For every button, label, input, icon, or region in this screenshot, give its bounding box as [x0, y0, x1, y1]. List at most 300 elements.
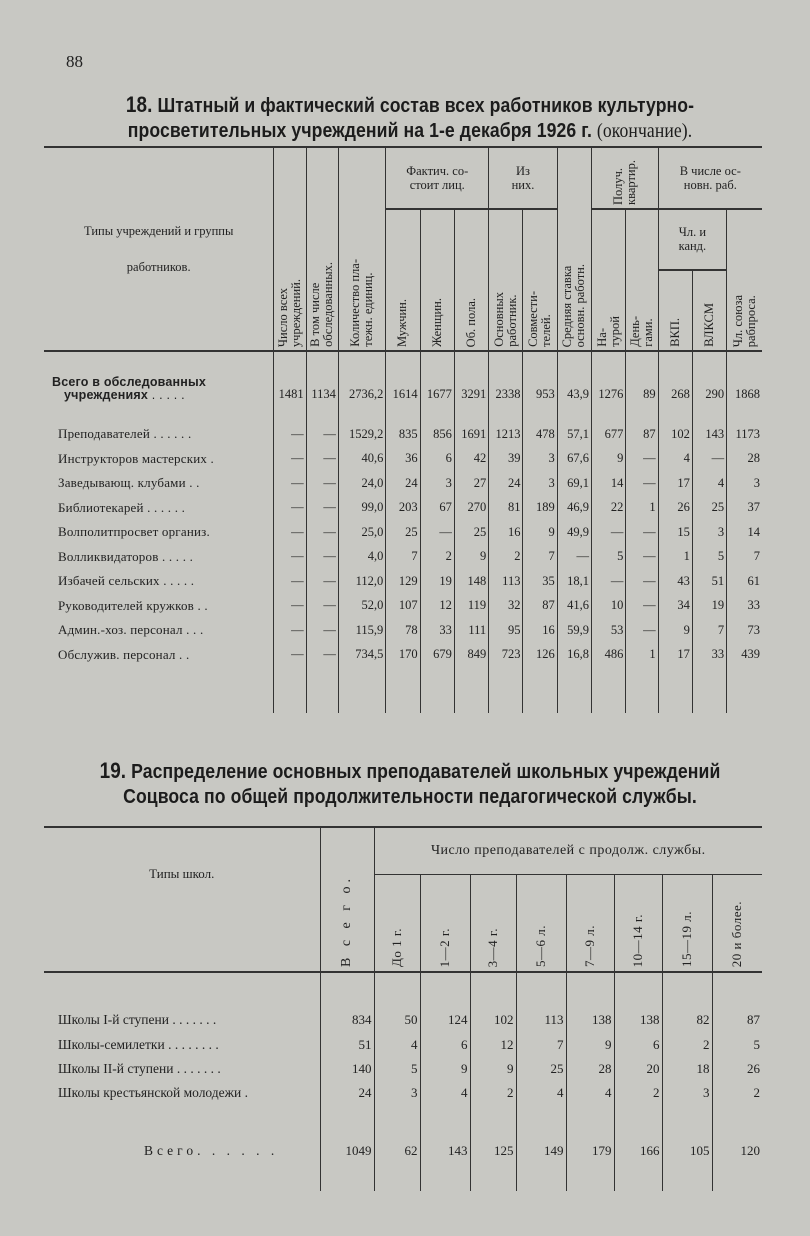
table-cell: —	[274, 471, 306, 496]
table-cell: 51	[320, 1033, 374, 1057]
header-bin	[516, 875, 566, 973]
total-cell: 1614	[386, 351, 420, 406]
total-cell: 2736,2	[338, 351, 385, 406]
row-label: Школы II-й ступени . . . . . . .	[58, 1061, 221, 1076]
header-bin	[614, 875, 662, 973]
row-label: Школы крестьянской молодежи .	[58, 1085, 248, 1100]
table-cell: 87	[626, 422, 658, 447]
table-cell: 2	[470, 1081, 516, 1105]
table-cell: 67	[420, 496, 454, 521]
table-cell: 69,1	[557, 471, 591, 496]
table-cell: 41,6	[557, 594, 591, 619]
total-cell: 3291	[454, 351, 488, 406]
table-cell: 5	[592, 545, 626, 570]
table-cell: 9	[454, 545, 488, 570]
table-cell: 102	[470, 1007, 516, 1033]
table19-spacer	[44, 972, 762, 1007]
table-cell: 78	[386, 618, 420, 643]
table-cell: —	[626, 545, 658, 570]
table-cell: 270	[454, 496, 488, 521]
table-cell: 67,6	[557, 447, 591, 472]
table-row	[44, 545, 762, 570]
table-cell: 140	[320, 1057, 374, 1081]
table-cell: 113	[516, 1007, 566, 1033]
table-cell: 2	[420, 545, 454, 570]
table-cell: 7	[692, 618, 726, 643]
table-cell: 5	[712, 1033, 762, 1057]
table-cell: 32	[489, 594, 523, 619]
header-in-kind-text: На- турой	[594, 316, 622, 347]
header-main-workers-text: Основных работник.	[491, 292, 519, 347]
table-cell: 12	[420, 594, 454, 619]
table-cell: 33	[692, 643, 726, 668]
header-members: Чл. и канд.	[658, 209, 727, 270]
table-cell: 170	[386, 643, 420, 668]
table-cell: —	[274, 447, 306, 472]
header-school-types	[44, 827, 320, 972]
table-cell: 59,9	[557, 618, 591, 643]
table-cell: 3	[692, 520, 726, 545]
header-part-time-text: Совмести- телей.	[526, 291, 554, 347]
table-cell: 189	[523, 496, 557, 521]
table-cell: 9	[566, 1033, 614, 1057]
table-cell: 87	[523, 594, 557, 619]
table-cell: 43	[658, 569, 692, 594]
header-bin-text: 1—2 г.	[437, 927, 452, 967]
table-cell: 3	[374, 1081, 420, 1105]
total-cell: 1134	[306, 351, 338, 406]
table-cell: 17	[658, 471, 692, 496]
table-row	[44, 594, 762, 619]
table-row	[44, 618, 762, 643]
table-cell: 4	[516, 1081, 566, 1105]
table-cell: 53	[592, 618, 626, 643]
table-cell: 57,1	[557, 422, 591, 447]
table-cell: 112,0	[338, 569, 385, 594]
table-cell: 24	[386, 471, 420, 496]
header-avg-rate	[557, 147, 591, 351]
table-cell: —	[306, 496, 338, 521]
table-row	[44, 643, 762, 668]
table-cell: —	[420, 520, 454, 545]
table-cell: 4,0	[338, 545, 385, 570]
total-cell: 62	[374, 1139, 420, 1163]
header-bin-text: 7—9 л.	[582, 925, 597, 967]
header-staff-units	[338, 147, 385, 351]
table-row	[44, 471, 762, 496]
header-bin-text: 15—19 л.	[679, 911, 694, 967]
table-cell: —	[626, 618, 658, 643]
table19-total-row	[44, 1139, 762, 1163]
table-cell: 3	[662, 1081, 712, 1105]
row-label: Руководителей кружков . .	[58, 597, 208, 613]
table-cell: 40,6	[338, 447, 385, 472]
table-cell: 18,1	[557, 569, 591, 594]
header-num-all	[274, 147, 306, 351]
table-cell: 10	[592, 594, 626, 619]
teachers-table	[44, 826, 762, 1191]
table-cell: 22	[592, 496, 626, 521]
header-bin	[566, 875, 614, 973]
table-cell: 679	[420, 643, 454, 668]
table-cell: —	[306, 643, 338, 668]
table-cell: 6	[614, 1033, 662, 1057]
table-cell: 39	[489, 447, 523, 472]
table-cell: 99,0	[338, 496, 385, 521]
table-cell: 3	[727, 471, 762, 496]
table-cell: 81	[489, 496, 523, 521]
table-cell: —	[306, 520, 338, 545]
table-cell: 138	[566, 1007, 614, 1033]
total-cell: 268	[658, 351, 692, 406]
table-row	[44, 1081, 762, 1105]
table-cell: 138	[614, 1007, 662, 1033]
table-cell: 16,8	[557, 643, 591, 668]
header-school-types-text: Типы школ.	[149, 865, 215, 881]
header-men-text: Мужчин.	[395, 298, 410, 347]
header-avg-rate-text: Средняя ставка основн. работн.	[560, 263, 588, 347]
table-cell: 25	[516, 1057, 566, 1081]
table-cell: —	[626, 471, 658, 496]
table-row	[44, 496, 762, 521]
staff-table	[44, 146, 762, 713]
table-cell: —	[274, 569, 306, 594]
table-cell: 7	[727, 545, 762, 570]
table-cell: 25	[692, 496, 726, 521]
header-total	[320, 827, 374, 972]
total-cell: 166	[614, 1139, 662, 1163]
table-cell: 1173	[727, 422, 762, 447]
table-cell: —	[557, 545, 591, 570]
table-cell: 9	[523, 520, 557, 545]
table-cell: 20	[614, 1057, 662, 1081]
header-bin-text: До 1 г.	[389, 928, 404, 967]
header-money-text: День- гами.	[627, 316, 655, 347]
header-women-text: Женщин.	[429, 298, 444, 347]
table-cell: 6	[420, 1033, 470, 1057]
total-label-line2: учреждениях	[64, 388, 149, 402]
table-cell: —	[274, 520, 306, 545]
total-cell: 1868	[727, 351, 762, 406]
table-cell: 102	[658, 422, 692, 447]
total-cell: 120	[712, 1139, 762, 1163]
table-cell: 439	[727, 643, 762, 668]
table18-tail	[44, 667, 762, 713]
table-cell: —	[306, 569, 338, 594]
table-cell: 14	[727, 520, 762, 545]
total-cell: 953	[523, 351, 557, 406]
table-cell: 35	[523, 569, 557, 594]
table-cell: 734,5	[338, 643, 385, 668]
row-label: Волликвидаторов . . . . .	[58, 548, 194, 564]
table-cell: 95	[489, 618, 523, 643]
table-cell: —	[306, 422, 338, 447]
table-cell: —	[274, 618, 306, 643]
header-both-text: Об. пола.	[464, 297, 479, 347]
total-cell: 2338	[489, 351, 523, 406]
table-cell: 7	[386, 545, 420, 570]
header-staff-units-text: Количество пла- тежн. единиц.	[348, 259, 376, 347]
header-receive	[592, 147, 659, 209]
table-cell: 677	[592, 422, 626, 447]
table-cell: 4	[420, 1081, 470, 1105]
header-in-kind	[592, 209, 626, 351]
table19-spacer	[44, 1105, 762, 1139]
table-cell: 1	[626, 496, 658, 521]
table-cell: 6	[420, 447, 454, 472]
table-cell: 24	[489, 471, 523, 496]
header-count-by-service: Число преподавателей с продолж. службы.	[374, 827, 762, 875]
table-cell: 50	[374, 1007, 420, 1033]
table-cell: 3	[523, 471, 557, 496]
table-cell: 3	[420, 471, 454, 496]
table-cell: 119	[454, 594, 488, 619]
table-cell: —	[626, 569, 658, 594]
table-cell: 723	[489, 643, 523, 668]
total-label	[44, 351, 274, 406]
header-vlksm-text: ВЛКСМ	[702, 303, 717, 347]
table-cell: 4	[658, 447, 692, 472]
table-cell: —	[306, 618, 338, 643]
table-cell: 203	[386, 496, 420, 521]
table-cell: 856	[420, 422, 454, 447]
table18-title-suffix: (окончание).	[596, 120, 693, 142]
total-cell: 1481	[274, 351, 306, 406]
table-cell: 107	[386, 594, 420, 619]
table-cell: 9	[658, 618, 692, 643]
table-cell: —	[626, 447, 658, 472]
table-row	[44, 447, 762, 472]
table-cell: 4	[692, 471, 726, 496]
header-bin-text: 20 и более.	[729, 900, 745, 967]
table-cell: 478	[523, 422, 557, 447]
table-cell: —	[274, 496, 306, 521]
table-cell: 15	[658, 520, 692, 545]
header-vkp	[658, 270, 692, 351]
table-cell: 115,9	[338, 618, 385, 643]
header-bin	[662, 875, 712, 973]
table-cell: 33	[420, 618, 454, 643]
table-cell: 42	[454, 447, 488, 472]
table-cell: 9	[470, 1057, 516, 1081]
table19-number: 19.	[99, 758, 127, 783]
header-including: В числе ос- новн. раб.	[658, 147, 762, 209]
header-men	[386, 209, 420, 351]
total-cell: 143	[420, 1139, 470, 1163]
header-bin-text: 10—14 г.	[630, 913, 645, 967]
row-label: Волполитпросвет организ.	[58, 524, 210, 540]
table-cell: 49,9	[557, 520, 591, 545]
total-label: Всего. . . . . .	[144, 1143, 279, 1158]
table-cell: 1	[658, 545, 692, 570]
table19-title: Распределение основных преподавателей школьных учреждений Соцвоса по общей продолжительности педагогической службы.	[123, 760, 721, 808]
total-cell: 89	[626, 351, 658, 406]
row-label: Админ.-хоз. персонал . . .	[58, 622, 204, 638]
table-cell: 5	[692, 545, 726, 570]
table-cell: 52,0	[338, 594, 385, 619]
header-both	[454, 209, 488, 351]
row-label: Заведывающ. клубами . .	[58, 475, 200, 491]
total-label-dots: . . . . .	[151, 388, 185, 402]
row-label: Школы-семилетки . . . . . . . .	[58, 1037, 219, 1052]
table18-title: Штатный и фактический состав всех работников культурно-просветительных учреждений на 1-е декабря 1926 г.	[127, 94, 695, 142]
table-cell: 17	[658, 643, 692, 668]
header-vlksm	[692, 270, 726, 351]
table-cell: 486	[592, 643, 626, 668]
table-cell: —	[306, 447, 338, 472]
table-row	[44, 569, 762, 594]
table-cell: 25	[386, 520, 420, 545]
header-of-them: Из них.	[489, 147, 558, 209]
table18-total-row	[44, 351, 762, 406]
table-cell: —	[274, 643, 306, 668]
row-label: Избачей сельских . . . . .	[58, 573, 195, 589]
table-cell: 4	[374, 1033, 420, 1057]
header-receive-text: Получ. квартир.	[610, 160, 638, 205]
table-cell: 1	[626, 643, 658, 668]
header-bin	[470, 875, 516, 973]
table-cell: 1213	[489, 422, 523, 447]
table18-heading	[92, 92, 728, 144]
table-cell: 3	[523, 447, 557, 472]
table-cell: 2	[489, 545, 523, 570]
table-cell: 18	[662, 1057, 712, 1081]
header-women	[420, 209, 454, 351]
total-cell: 43,9	[557, 351, 591, 406]
total-cell: 105	[662, 1139, 712, 1163]
table-cell: 16	[489, 520, 523, 545]
table-cell: 4	[566, 1081, 614, 1105]
table-row	[44, 1057, 762, 1081]
row-label: Библиотекарей . . . . . .	[58, 499, 186, 515]
table-cell: 835	[386, 422, 420, 447]
table-cell: 9	[420, 1057, 470, 1081]
header-num-all-text: Число всех учреждений.	[276, 278, 304, 347]
header-bin-text: 3—4 г.	[485, 927, 500, 967]
table-cell: 7	[523, 545, 557, 570]
table-cell: —	[274, 594, 306, 619]
table-cell: 73	[727, 618, 762, 643]
total-cell: 125	[470, 1139, 516, 1163]
table-cell: —	[626, 520, 658, 545]
table-cell: 148	[454, 569, 488, 594]
table-cell: 12	[470, 1033, 516, 1057]
table-cell: —	[274, 545, 306, 570]
table-cell: 5	[374, 1057, 420, 1081]
table-cell: 14	[592, 471, 626, 496]
header-union-text: Чл. союза рабпроса.	[730, 294, 758, 347]
header-bin	[712, 875, 762, 973]
row-label: Обслужив. персонал . .	[58, 646, 190, 662]
table-cell: 28	[727, 447, 762, 472]
table-cell: 1529,2	[338, 422, 385, 447]
table19-heading	[92, 758, 728, 809]
table-cell: —	[592, 520, 626, 545]
table-cell: 25	[454, 520, 488, 545]
table-cell: 111	[454, 618, 488, 643]
table-cell: 51	[692, 569, 726, 594]
total-cell: 1677	[420, 351, 454, 406]
header-num-surveyed-text: В том числе обследованных.	[308, 262, 336, 347]
table-cell: 36	[386, 447, 420, 472]
header-main-workers	[489, 209, 523, 351]
header-num-surveyed	[306, 147, 338, 351]
header-part-time	[523, 209, 557, 351]
table-cell: 834	[320, 1007, 374, 1033]
table-row	[44, 1033, 762, 1057]
table-cell: —	[306, 471, 338, 496]
table-row	[44, 520, 762, 545]
table-cell: —	[306, 545, 338, 570]
table-cell: 87	[712, 1007, 762, 1033]
total-cell: 1049	[320, 1139, 374, 1163]
table-cell: 34	[658, 594, 692, 619]
table19-tail	[44, 1163, 762, 1191]
header-total-text: В с е г о.	[339, 874, 354, 967]
table-cell: 28	[566, 1057, 614, 1081]
total-cell: 179	[566, 1139, 614, 1163]
header-types	[44, 147, 274, 351]
header-types-line2: работников.	[126, 260, 191, 274]
table-cell: —	[626, 594, 658, 619]
header-union	[727, 209, 762, 351]
table-cell: 82	[662, 1007, 712, 1033]
table-cell: 26	[658, 496, 692, 521]
table-cell: 126	[523, 643, 557, 668]
table-cell: 9	[592, 447, 626, 472]
table-cell: 33	[727, 594, 762, 619]
table-cell: —	[692, 447, 726, 472]
table-cell: 24	[320, 1081, 374, 1105]
header-bin	[374, 875, 420, 973]
header-bin-text: 5—6 л.	[533, 925, 548, 967]
table-cell: 27	[454, 471, 488, 496]
total-label-line1: Всего в обследованных	[52, 375, 207, 389]
table-cell: 25,0	[338, 520, 385, 545]
header-money	[626, 209, 658, 351]
table18-number: 18.	[125, 92, 153, 117]
table-cell: —	[274, 422, 306, 447]
table-cell: 46,9	[557, 496, 591, 521]
table-cell: 2	[712, 1081, 762, 1105]
table-cell: 19	[420, 569, 454, 594]
table-cell: 129	[386, 569, 420, 594]
table-row	[44, 1007, 762, 1033]
total-cell: 1276	[592, 351, 626, 406]
table-cell: 2	[614, 1081, 662, 1105]
table-cell: 16	[523, 618, 557, 643]
page-number: 88	[66, 52, 83, 71]
table-cell: 2	[662, 1033, 712, 1057]
header-vkp-text: ВКП.	[667, 318, 682, 347]
table-cell: 19	[692, 594, 726, 619]
total-cell: 149	[516, 1139, 566, 1163]
total-cell: 290	[692, 351, 726, 406]
table-cell: 24,0	[338, 471, 385, 496]
table-cell: 61	[727, 569, 762, 594]
header-actual: Фактич. со- стоит лиц.	[386, 147, 489, 209]
table-cell: 37	[727, 496, 762, 521]
header-bin	[420, 875, 470, 973]
header-types-line1: Типы учреждений и группы	[84, 224, 234, 238]
table-cell: 1691	[454, 422, 488, 447]
row-label: Инструкторов мастерских .	[58, 450, 214, 466]
table18-spacer	[44, 406, 762, 422]
table-cell: 849	[454, 643, 488, 668]
table-row	[44, 422, 762, 447]
row-label: Школы I-й ступени . . . . . . .	[58, 1012, 217, 1027]
table-cell: 7	[516, 1033, 566, 1057]
